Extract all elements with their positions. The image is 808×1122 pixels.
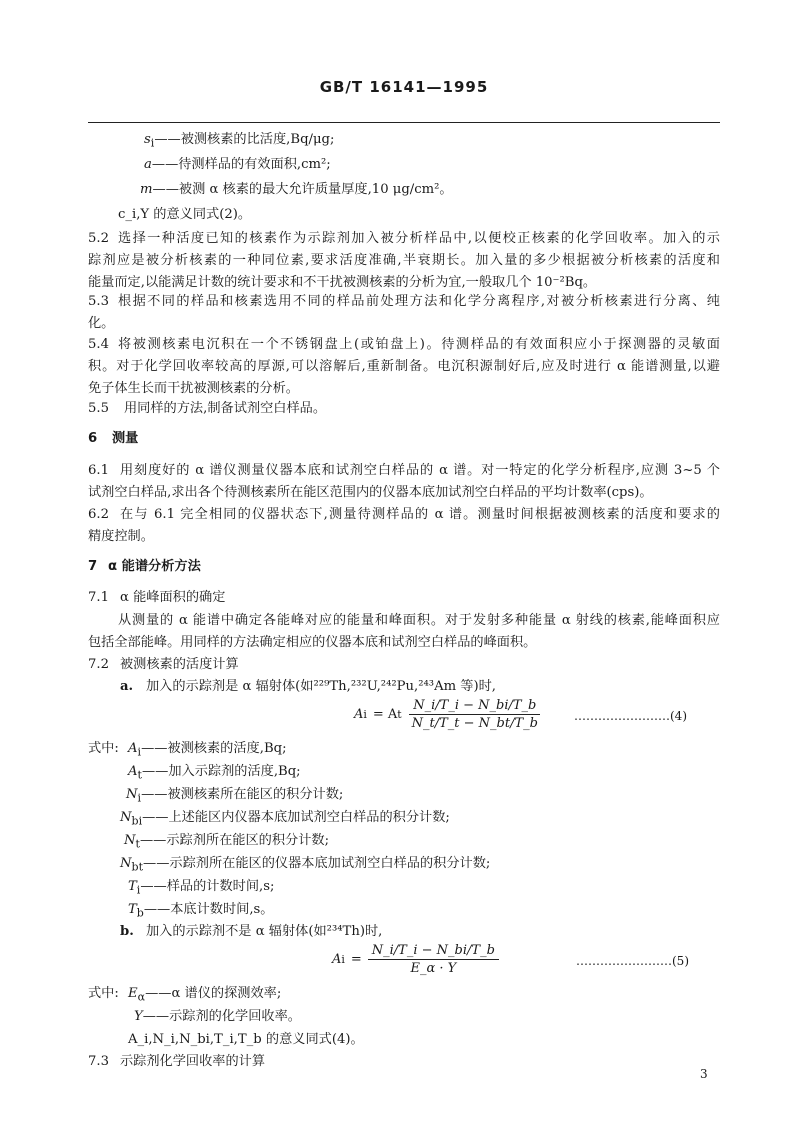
section-6-2-line: 精度控制。 bbox=[88, 529, 154, 544]
def-subscript: t bbox=[135, 837, 140, 851]
def-Ealpha bbox=[128, 985, 281, 1007]
eq5-numerator: N_i/T_i − N_bi/T_b bbox=[368, 943, 499, 960]
item-b-text: 加入的示踪剂不是 α 辐射体(如²³⁴Th)时, bbox=[146, 924, 383, 939]
def-text: ——被测 α 核素的最大允许质量厚度,10 μg/cm²。 bbox=[152, 182, 453, 197]
def-subscript: α bbox=[137, 990, 146, 1004]
def-Nbi bbox=[120, 809, 450, 831]
def-symbol: Y bbox=[134, 1009, 143, 1024]
eq5-denominator: E_α · Y bbox=[410, 961, 457, 976]
def-text: ——示踪剂所在能区的积分计数; bbox=[139, 833, 330, 848]
eq5-lhs-sub: i bbox=[341, 953, 345, 966]
def-symbol: N bbox=[120, 856, 132, 871]
def-text: ——加入示踪剂的活度,Bq; bbox=[141, 764, 301, 779]
def-Tb bbox=[128, 901, 274, 923]
def-symbol: s bbox=[144, 132, 151, 147]
where-label: 式中: bbox=[88, 741, 119, 756]
def-Ni bbox=[126, 786, 343, 808]
equation-4 bbox=[354, 698, 542, 731]
note-5: A_i,N_i,N_bi,T_i,T_b 的意义同式(4)。 bbox=[128, 1032, 364, 1047]
def-text: ——α 谱仪的探测效率; bbox=[145, 986, 282, 1001]
eq4-denominator: N_t/T_t − N_bt/T_b bbox=[411, 716, 538, 731]
section-6-1-line: 用刻度好的 α 谱仪测量仪器本底和试剂空白样品的 α 谱。对一特定的化学分析程序,应测 3~5 个 bbox=[120, 463, 720, 478]
def-si bbox=[144, 131, 334, 153]
where-label-5: 式中: bbox=[88, 986, 119, 1001]
def-subscript: t bbox=[137, 768, 142, 782]
def-text: ——被测核素的比活度,Bq/μg; bbox=[154, 132, 335, 147]
def-At bbox=[128, 763, 301, 785]
def-Ai bbox=[128, 740, 287, 762]
section-6-1-line: 试剂空白样品,求出各个待测核素所在能区范围内的仪器本底加试剂空白样品的平均计数率(cps)。 bbox=[88, 485, 653, 500]
def-text: ——待测样品的有效面积,cm²; bbox=[151, 157, 331, 172]
def-subscript: i bbox=[137, 745, 142, 759]
def-text: ——本底计数时间,s。 bbox=[143, 902, 274, 917]
section-7-title: α 能谱分析方法 bbox=[108, 559, 201, 574]
eq4-fraction bbox=[408, 698, 542, 731]
page-number: 3 bbox=[700, 1067, 708, 1081]
eq4-lhs: A bbox=[354, 707, 364, 722]
section-7-number: 7 bbox=[88, 559, 98, 574]
section-5-3-line: 根据不同的样品和核素选用不同的样品前处理方法和化学分离程序,对被分析核素进行分离、纯 bbox=[118, 294, 720, 309]
def-Y bbox=[134, 1008, 301, 1026]
eq4-lhs-sub: i bbox=[363, 708, 367, 721]
def-subscript: bt bbox=[131, 860, 144, 874]
section-5-4-line: 免子体生长而干扰被测核素的分析。 bbox=[88, 381, 299, 396]
def-subscript: b bbox=[136, 906, 144, 920]
def-text: ——上述能区内仪器本底加试剂空白样品的积分计数; bbox=[142, 810, 450, 825]
section-7-2-title: 被测核素的活度计算 bbox=[120, 657, 239, 672]
eq5-equals: = bbox=[350, 952, 362, 967]
item-b-label: b. bbox=[120, 924, 134, 939]
def-text: ——被测核素所在能区的积分计数; bbox=[141, 787, 344, 802]
section-5-4-line: 积。对于化学回收率较高的厚源,可以溶解后,重新制备。电沉积源制好后,应及时进行 α 能谱测量,以避 bbox=[88, 359, 720, 374]
def-symbol: A bbox=[128, 741, 138, 756]
section-6-number: 6 bbox=[88, 431, 98, 446]
section-7-1-line: 包括全部能峰。用同样的方法确定相应的仪器本底和试剂空白样品的峰面积。 bbox=[88, 635, 537, 650]
def-text: ——样品的计数时间,s; bbox=[140, 879, 275, 894]
def-symbol: A bbox=[128, 764, 138, 779]
section-6-2-line: 在与 6.1 完全相同的仪器状态下,测量待测样品的 α 谱。测量时间根据被测核素的活度和要求的 bbox=[120, 507, 720, 522]
def-symbol: T bbox=[128, 879, 137, 894]
section-6-title: 测量 bbox=[112, 431, 139, 446]
item-a-text: 加入的示踪剂是 α 辐射体(如²²⁹Th,²³²U,²⁴²Pu,²⁴³Am 等)时, bbox=[146, 679, 497, 694]
section-7-2-number: 7.2 bbox=[88, 657, 109, 672]
def-a bbox=[144, 156, 331, 174]
section-5-2-number: 5.2 bbox=[88, 231, 109, 246]
section-7-3-title: 示踪剂化学回收率的计算 bbox=[120, 1054, 266, 1069]
section-5-5-text: 用同样的方法,制备试剂空白样品。 bbox=[124, 401, 327, 416]
standard-header: GB/T 16141—1995 bbox=[319, 78, 489, 96]
section-5-4-line: 将被测核素电沉积在一个不锈钢盘上(或铂盘上)。待测样品的有效面积应小于探测器的灵敏面 bbox=[118, 337, 720, 352]
section-5-4-number: 5.4 bbox=[88, 337, 109, 352]
def-symbol: a bbox=[144, 157, 152, 172]
section-5-5-number: 5.5 bbox=[88, 401, 109, 416]
def-Ti bbox=[128, 878, 274, 900]
eq4-factor: = A bbox=[372, 707, 398, 722]
def-symbol: N bbox=[126, 787, 138, 802]
section-7-1-title: α 能峰面积的确定 bbox=[120, 590, 226, 605]
section-7-1-line: 从测量的 α 能谱中确定各能峰对应的能量和峰面积。对于发射多种能量 α 射线的核素,能峰面积应 bbox=[118, 613, 720, 628]
section-5-2-line: 能量而定,以能满足计数的统计要求和不干扰被测核素的分析为宜,一般取几个 10⁻²Bq。 bbox=[88, 275, 597, 290]
def-text: ——示踪剂所在能区的仪器本底加试剂空白样品的积分计数; bbox=[143, 856, 491, 871]
section-7-3-number: 7.3 bbox=[88, 1054, 109, 1069]
eq5-lhs: A bbox=[332, 952, 342, 967]
def-symbol: E bbox=[128, 986, 138, 1001]
def-symbol: m bbox=[140, 182, 153, 197]
equation-5-number: ……………………(5) bbox=[576, 954, 689, 968]
eq4-factor-sub: t bbox=[397, 708, 402, 721]
equation-4-number: ……………………(4) bbox=[574, 709, 687, 723]
def-symbol: N bbox=[120, 810, 132, 825]
eq5-fraction bbox=[368, 943, 499, 976]
def-text: ——示踪剂的化学回收率。 bbox=[142, 1009, 301, 1024]
section-5-3-line: 化。 bbox=[88, 316, 115, 331]
section-7-1-number: 7.1 bbox=[88, 590, 109, 605]
section-5-2-line: 踪剂应是被分析核素的一种同位素,要求活度准确,半衰期长。加入量的多少根据被分析核素的活度和 bbox=[88, 253, 720, 268]
header-rule bbox=[88, 122, 720, 123]
def-subscript: i bbox=[136, 883, 141, 897]
equation-5 bbox=[332, 943, 499, 976]
def-text: ——被测核素的活度,Bq; bbox=[141, 741, 287, 756]
section-6-2-number: 6.2 bbox=[88, 507, 109, 522]
def-symbol: T bbox=[128, 902, 137, 917]
def-Nt bbox=[124, 832, 329, 854]
def-subscript: i bbox=[150, 136, 155, 150]
def-subscript: i bbox=[137, 791, 142, 805]
def-subscript: bi bbox=[131, 814, 143, 828]
section-5-3-number: 5.3 bbox=[88, 294, 109, 309]
section-6-1-number: 6.1 bbox=[88, 463, 109, 478]
item-a-label: a. bbox=[120, 679, 134, 694]
def-m bbox=[140, 181, 453, 199]
def-symbol: N bbox=[124, 833, 136, 848]
eq4-numerator: N_i/T_i − N_bi/T_b bbox=[409, 698, 540, 715]
section-5-2-line: 选择一种活度已知的核素作为示踪剂加入被分析样品中,以便校正核素的化学回收率。加入的示 bbox=[118, 231, 720, 246]
def-Nbt bbox=[120, 855, 490, 877]
note-top: c_i,Y 的意义同式(2)。 bbox=[118, 207, 252, 222]
